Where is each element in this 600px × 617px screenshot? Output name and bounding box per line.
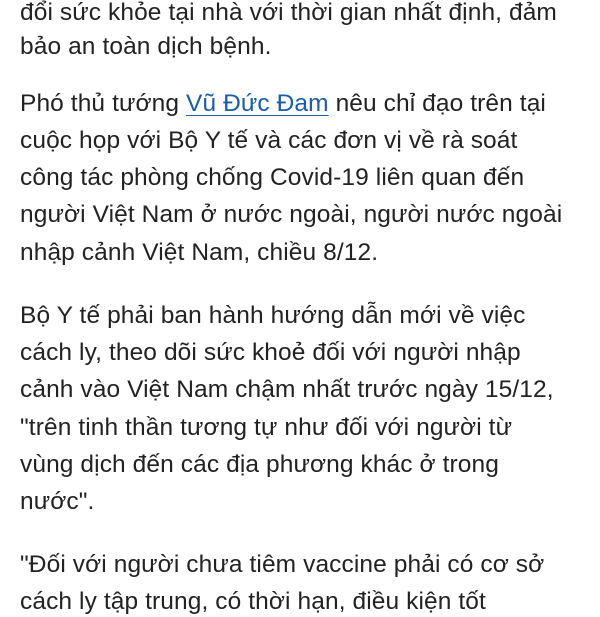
paragraph-3-line-4: "trên tinh thần tương tự như đối với người từ xyxy=(20,414,513,441)
paragraph-4-line-1: "Đối với người chưa tiêm vaccine phải có cơ sở xyxy=(20,551,545,578)
person-link[interactable]: Vũ Đức Đam xyxy=(186,90,329,117)
paragraph-2-prefix: Phó thủ tướng xyxy=(20,90,186,117)
paragraph-2-line-5: nhập cảnh Việt Nam, chiều 8/12. xyxy=(20,239,379,266)
paragraph-2-line-3: công tác phòng chống Covid-19 liên quan đến xyxy=(20,164,525,191)
paragraph-3-line-2: cách ly, theo dõi sức khoẻ đối với người nhập xyxy=(20,339,521,366)
paragraph-1-line-2: bảo an toàn dịch bệnh. xyxy=(20,33,272,60)
paragraph-2-suffix: nêu chỉ đạo trên tại xyxy=(328,90,546,117)
paragraph-3-line-3: cảnh vào Việt Nam chậm nhất trước ngày 15/12, xyxy=(20,376,554,403)
paragraph-2-line-1 xyxy=(20,89,546,119)
paragraph-3-line-1: Bộ Y tế phải ban hành hướng dẫn mới về việc xyxy=(20,302,526,329)
paragraph-4-line-2: cách ly tập trung, có thời hạn, điều kiện tốt xyxy=(20,588,486,615)
paragraph-1-line-1: đổi sức khỏe tại nhà với thời gian nhất định, đảm xyxy=(20,0,557,26)
paragraph-2-line-2: cuộc họp với Bộ Y tế và các đơn vị về rà soát xyxy=(20,127,518,154)
paragraph-3-line-5: vùng dịch đến các địa phương khác ở trong xyxy=(20,451,499,478)
paragraph-2-line-4: người Việt Nam ở nước ngoài, người nước ngoài xyxy=(20,201,563,228)
paragraph-3-line-6: nước". xyxy=(20,488,95,515)
